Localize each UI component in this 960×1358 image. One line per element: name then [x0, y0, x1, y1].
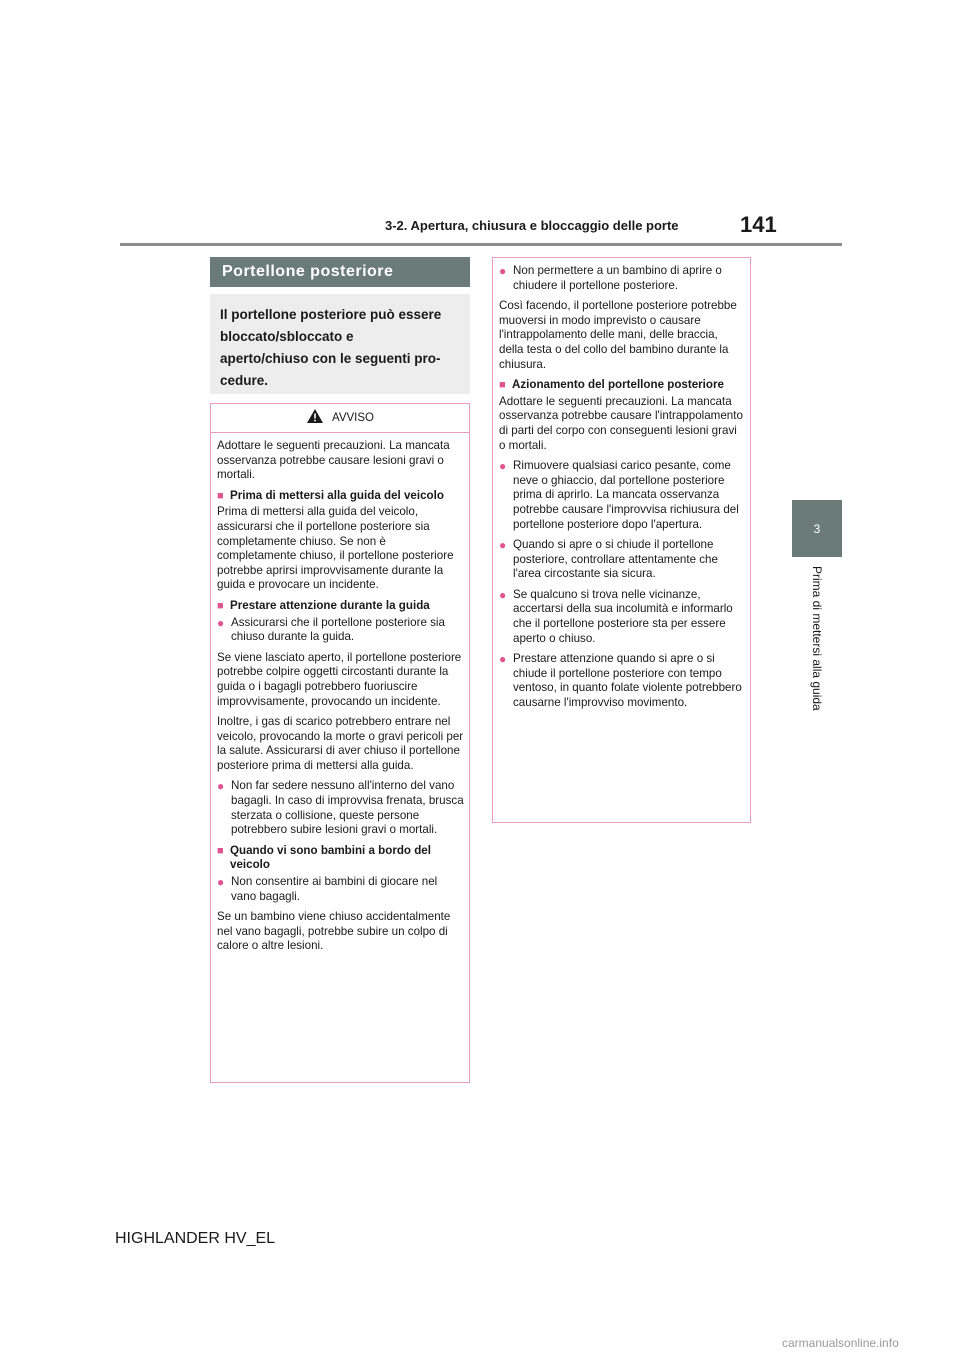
- warning-bullet-item: [499, 538, 745, 582]
- bullet-text: Non permettere a un bambino di aprire o chiudere il portellone posteriore.: [513, 264, 722, 292]
- footer-model: HIGHLANDER HV_EL: [115, 1230, 276, 1247]
- intro-line: cedure.: [220, 373, 269, 388]
- chapter-title: Prima di mettersi alla guida: [810, 566, 824, 711]
- intro-line: Il portellone posteriore può essere: [220, 307, 442, 322]
- page-number: 141: [740, 212, 777, 237]
- header-rule: [120, 243, 842, 246]
- bullet-text: Rimuovere qualsiasi carico pesante, come neve o ghiaccio, dal portellone posteriore prima di aprirlo. La mancata osservanza potrebbe causare l'improvvisa richiusura del portellone posteriore dopo l'apertura.: [513, 459, 739, 531]
- square-bullet-icon: ■: [217, 489, 224, 502]
- warning-subheading: [217, 599, 464, 614]
- subheading-text: Prestare attenzione durante la guida: [230, 598, 430, 612]
- warning-bullet-item: [217, 779, 464, 837]
- warning-subheading: [217, 489, 464, 504]
- warning-bullet-item: [499, 264, 745, 293]
- square-bullet-icon: ■: [499, 379, 506, 392]
- bullet-text: Assicurarsi che il portellone posteriore sia chiuso durante la guida.: [231, 615, 445, 644]
- subheading-text: Prima di mettersi alla guida del veicolo: [230, 488, 444, 502]
- warning-paragraph: Prima di mettersi alla guida del veicolo, assicurarsi che il portellone posteriore sia completamente chiuso. Se non è completamente chiuso, il portellone posteriore potrebbe aprirsi improvvisamente durante la guida e provocare un incidente.: [217, 505, 454, 592]
- subheading-text: Quando vi sono bambini a bordo del veicolo: [230, 843, 431, 872]
- bullet-text: Non far sedere nessuno all'interno del vano bagagli. In caso di improvvisa frenata, brusca sterzata o collisione, queste persone potrebbero subire lesioni gravi o mortali.: [231, 779, 464, 837]
- subheading-text: Azionamento del portellone posteriore: [512, 378, 724, 392]
- warning-bullet-item: [499, 652, 745, 710]
- section-heading: Portellone posteriore: [210, 257, 470, 287]
- bullet-text: Non consentire ai bambini di giocare nel vano bagagli.: [231, 875, 438, 903]
- intro-line: bloccato/sbloccato e: [220, 329, 354, 344]
- circle-bullet-icon: ●: [217, 875, 225, 890]
- warning-paragraph: Inoltre, i gas di scarico potrebbero entrare nel veicolo, provocando la morte o gravi pericoli per la salute. Assicurarsi di aver chiuso il portellone posteriore prima di mettersi alla guida.: [217, 715, 464, 772]
- circle-bullet-icon: ●: [217, 615, 225, 630]
- warning-bullet-item: [499, 588, 745, 646]
- watermark: carmanualsonline.info: [782, 1336, 899, 1350]
- warning-paragraph: Se viene lasciato aperto, il portellone posteriore potrebbe colpire oggetti circostanti durante la guida o i bagagli potrebbero fuoriuscire improvvisamente, provocando un incidente.: [217, 650, 462, 708]
- circle-bullet-icon: ●: [217, 779, 225, 794]
- warning-bullet-item: [217, 875, 464, 904]
- circle-bullet-icon: ●: [499, 587, 507, 602]
- circle-bullet-icon: ●: [499, 459, 507, 474]
- intro-box: [210, 294, 470, 394]
- intro-line: aperto/chiuso con le seguenti pro-: [220, 351, 441, 366]
- circle-bullet-icon: ●: [499, 652, 507, 667]
- header-section-title: 3-2. Apertura, chiusura e bloccaggio delle porte: [385, 218, 679, 233]
- warning-paragraph: Così facendo, il portellone posteriore potrebbe muoversi in modo imprevisto o causare l'intrappolamento delle mani, delle braccia, della testa o del collo del bambino durante la chiusura.: [499, 299, 737, 371]
- warning-subheading: [499, 378, 745, 393]
- bullet-text: Se qualcuno si trova nelle vicinanze, accertarsi della sua incolumità e informarlo che il portellone posteriore sta per essere aperto o chiuso.: [513, 587, 733, 645]
- warning-title: AVVISO: [332, 411, 374, 424]
- square-bullet-icon: ■: [217, 844, 224, 857]
- warning-paragraph: Adottare le seguenti precauzioni. La mancata osservanza potrebbe causare lesioni gravi o mortali.: [217, 439, 450, 482]
- circle-bullet-icon: ●: [499, 538, 507, 553]
- warning-box-left: [210, 403, 470, 1083]
- warning-bullet-item: [499, 459, 745, 532]
- warning-body-left: [211, 433, 469, 954]
- warning-bullet-item: [217, 616, 464, 645]
- warning-paragraph: Se un bambino viene chiuso accidentalmente nel vano bagagli, potrebbe subire un colpo di calore o altre lesioni.: [217, 910, 451, 953]
- bullet-text: Quando si apre o si chiude il portellone posteriore, controllare attentamente che l'area circostante sia sicura.: [513, 538, 718, 581]
- warning-body-right: [493, 258, 750, 711]
- bullet-text: Prestare attenzione quando si apre o si chiude il portellone posteriore con tempo ventoso, in quanto folate violente potrebbero causarne l'improvviso movimento.: [513, 652, 742, 710]
- warning-box-right: [492, 257, 751, 823]
- square-bullet-icon: ■: [217, 599, 224, 612]
- warning-subheading: [217, 844, 464, 873]
- circle-bullet-icon: ●: [499, 264, 507, 278]
- warning-paragraph: Adottare le seguenti precauzioni. La mancata osservanza potrebbe causare l'intrappolamento di parti del corpo con conseguenti lesioni gravi o mortali.: [499, 394, 743, 452]
- warning-header: [211, 404, 469, 433]
- warning-triangle-icon: [306, 408, 324, 429]
- chapter-tab[interactable]: 3: [792, 500, 842, 557]
